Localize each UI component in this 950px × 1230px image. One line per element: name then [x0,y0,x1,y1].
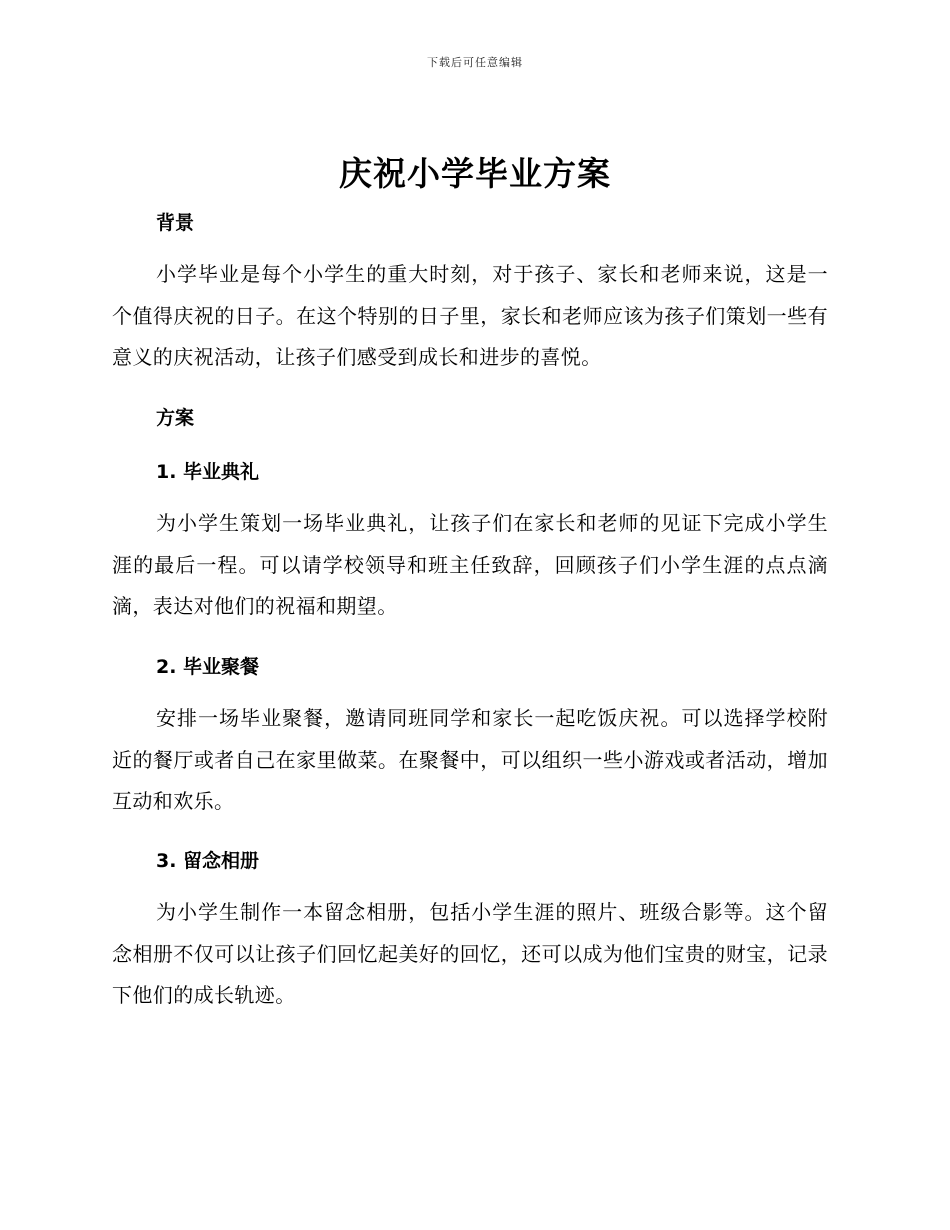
heading-album: 3. 留念相册 [156,850,260,872]
document-title: 庆祝小学毕业方案 [339,154,611,193]
paragraph-background: 小学毕业是每个小学生的重大时刻，对于孩子、家长和老师来说，这是一个值得庆祝的日子。在这个特别的日子里，家长和老师应该为孩子们策划一些有意义的庆祝活动，让孩子们感受到成长和进步的喜悦。 [112,262,828,369]
heading-dinner: 2. 毕业聚餐 [156,656,260,678]
heading-ceremony: 1. 毕业典礼 [156,461,260,483]
paragraph-dinner: 安排一场毕业聚餐，邀请同班同学和家长一起吃饭庆祝。可以选择学校附近的餐厅或者自己在家里做菜。在聚餐中，可以组织一些小游戏或者活动，增加互动和欢乐。 [112,706,828,813]
heading-background: 背景 [156,212,195,234]
header-note: 下载后可任意编辑 [427,56,523,69]
paragraph-album: 为小学生制作一本留念相册，包括小学生涯的照片、班级合影等。这个留念相册不仅可以让孩子们回忆起美好的回忆，还可以成为他们宝贵的财宝，记录下他们的成长轨迹。 [112,900,828,1007]
paragraph-ceremony: 为小学生策划一场毕业典礼，让孩子们在家长和老师的见证下完成小学生涯的最后一程。可以请学校领导和班主任致辞，回顾孩子们小学生涯的点点滴滴，表达对他们的祝福和期望。 [112,511,828,618]
heading-plan: 方案 [156,407,195,429]
